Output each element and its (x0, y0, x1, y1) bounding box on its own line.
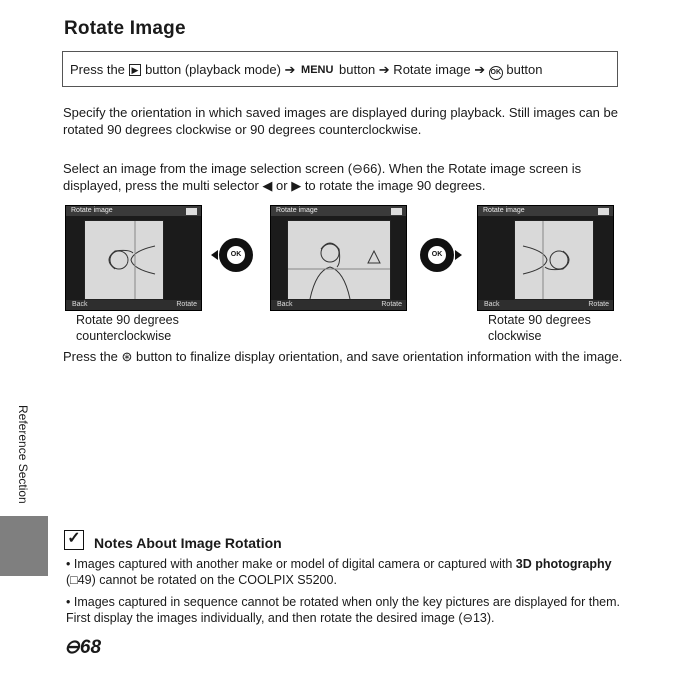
note-bullet-2: • Images captured in sequence cannot be rotated when only the key pictures are displayed for them. First display the images individually, and then rotate the desired image (⊖13). (66, 595, 621, 625)
screen-header: Rotate image (271, 206, 406, 216)
proc-text-1: Press the (70, 62, 129, 77)
playback-icon: ▶ (129, 64, 142, 76)
screen-footer: Back Rotate (66, 300, 201, 310)
battery-icon (391, 208, 402, 215)
bold-term: 3D photography (515, 557, 612, 571)
multi-selector-right: OK (420, 238, 454, 272)
bullet-icon: • (66, 595, 74, 609)
rotated-photo-cw (514, 220, 594, 300)
right-arrow-icon (455, 250, 462, 260)
screen-header: Rotate image (478, 206, 613, 216)
ok-icon: OK (489, 66, 503, 80)
portrait-ccw-illustration (85, 221, 163, 299)
section-tab (0, 516, 48, 576)
screen-cw (477, 205, 614, 311)
proc-text-4: button (502, 62, 543, 77)
screen-header: Rotate image (66, 206, 201, 216)
left-arrow-icon (211, 250, 218, 260)
battery-icon (598, 208, 609, 215)
caption-cw: Rotate 90 degrees clockwise (488, 313, 591, 343)
checkmark-icon: ✓ (64, 530, 84, 550)
portrait-illustration (288, 221, 390, 299)
original-photo (287, 220, 391, 300)
screen-footer: Back Rotate (271, 300, 406, 310)
page-title: Rotate Image (64, 18, 186, 39)
screen-footer: Back Rotate (478, 300, 613, 310)
note-bullet-1: • Images captured with another make or model of digital camera or captured with 3D photography (□49) cannot be rotated on the COOLPIX S5200. (66, 557, 612, 587)
procedure-box (62, 51, 618, 87)
notes-title: Notes About Image Rotation (94, 535, 282, 551)
section-sidebar-label: Reference Section (16, 405, 30, 504)
portrait-cw-illustration (515, 221, 593, 299)
multi-selector-left: OK (219, 238, 253, 272)
bullet-icon: • (66, 557, 74, 571)
rotated-photo-ccw (84, 220, 164, 300)
instruction-paragraph: Select an image from the image selection screen (⊖66). When the Rotate image screen is displayed, press the multi selector ◀ or ▶ to rotate the image 90 degrees. (63, 161, 582, 193)
finalize-paragraph: Press the ⊛ button to finalize display orientation, and save orientation information with the image. (63, 349, 623, 364)
caption-ccw: Rotate 90 degrees counterclockwise (76, 313, 179, 343)
intro-paragraph: Specify the orientation in which saved images are displayed during playback. Still images can be rotated 90 degrees clockwise or 90 degrees counterclockwise. (63, 105, 618, 137)
proc-text-3: button ➔ Rotate image ➔ (335, 62, 489, 77)
menu-icon: MENU (301, 64, 334, 76)
proc-text-2: button (playback mode) ➔ (141, 62, 300, 77)
page-number: ⊖68 (64, 637, 102, 658)
screen-original (270, 205, 407, 311)
battery-icon (186, 208, 197, 215)
screen-ccw (65, 205, 202, 311)
